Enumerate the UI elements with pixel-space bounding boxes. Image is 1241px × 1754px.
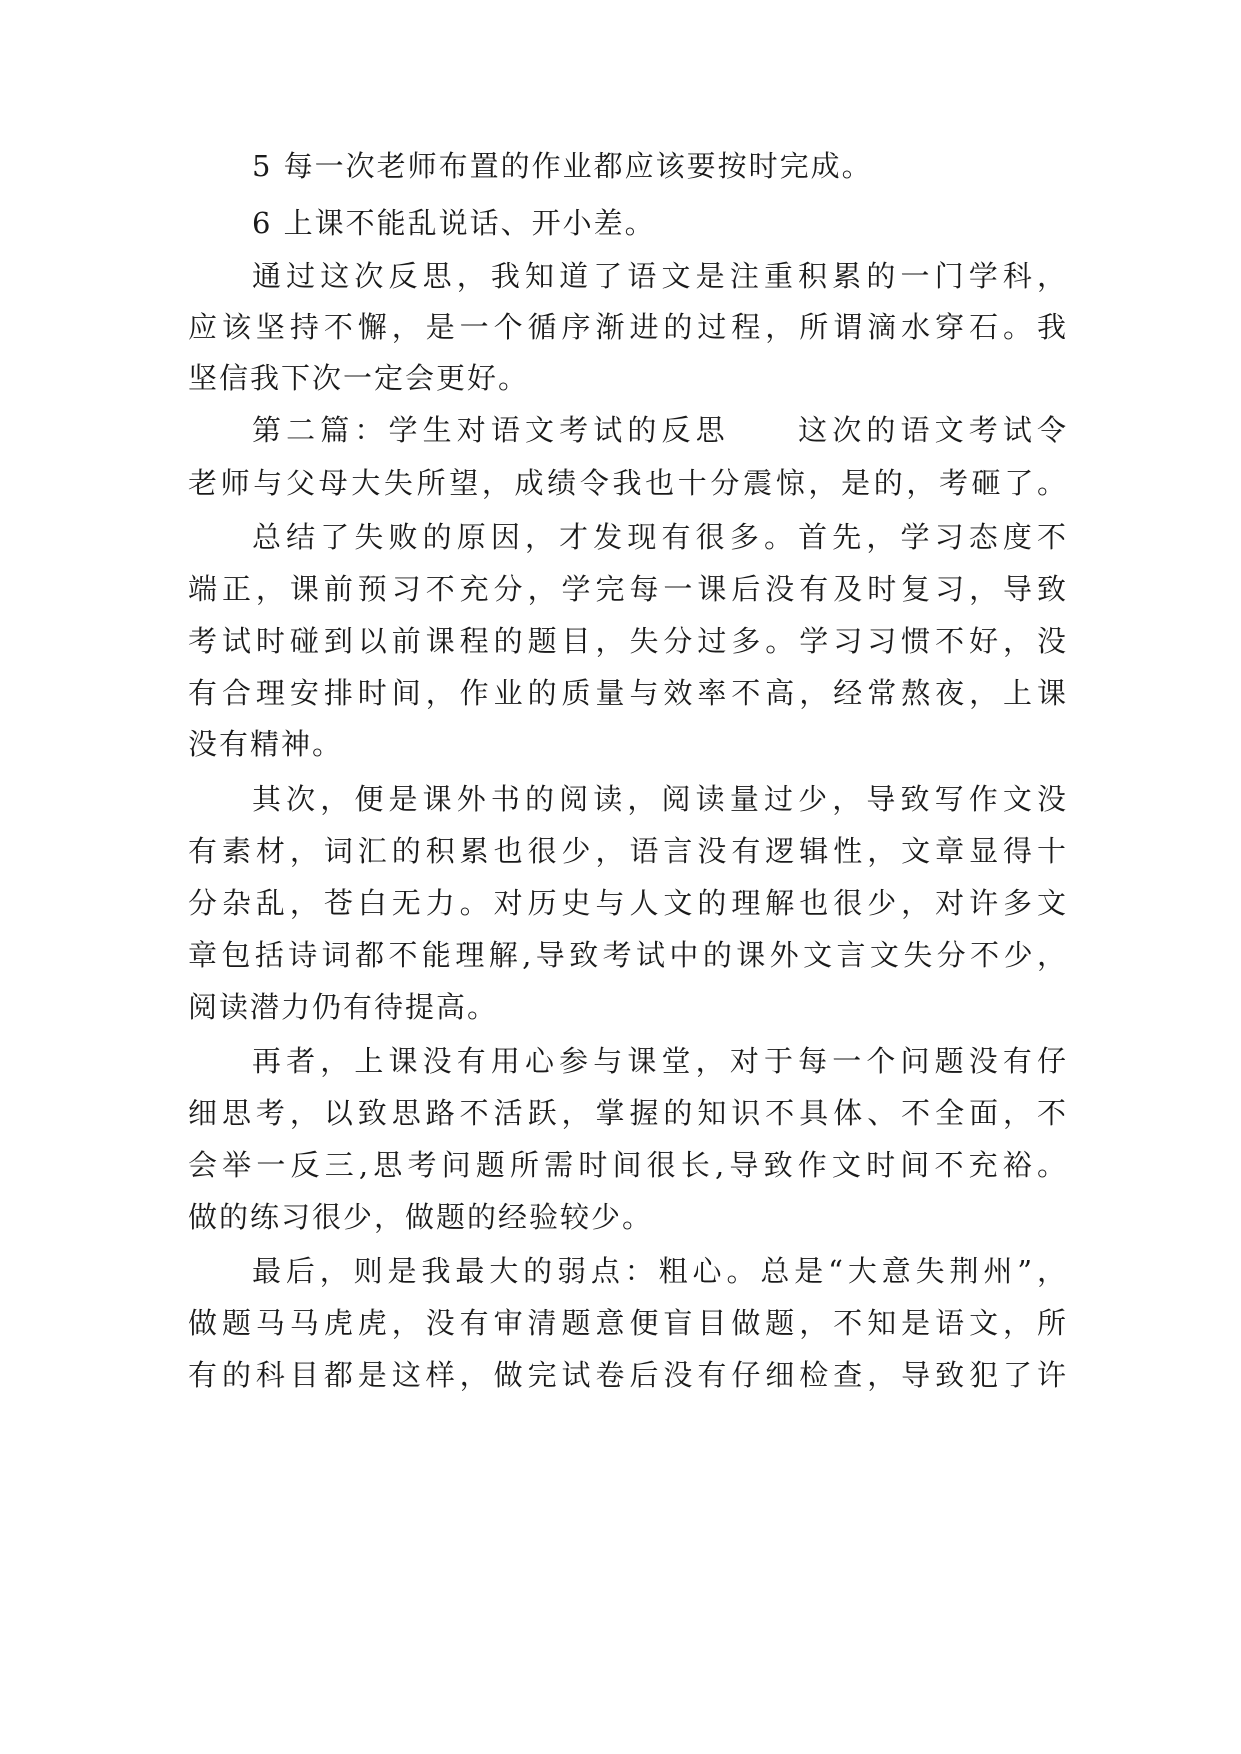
- text-line: 5 每一次老师布置的作业都应该要按时完成。: [252, 149, 873, 183]
- paragraph-line: 通过这次反思，我知道了语文是注重积累的一门学科，: [252, 259, 1068, 293]
- paragraph-line: 考试时碰到以前课程的题目，失分过多。学习习惯不好，没: [188, 624, 1068, 658]
- paragraph-line: 老师与父母大失所望，成绩令我也十分震惊，是的，考砸了。: [188, 466, 1068, 500]
- paragraph-line: 阅读潜力仍有待提高。: [188, 990, 499, 1024]
- paragraph-line: 应该坚持不懈，是一个循序渐进的过程，所谓滴水穿石。我: [188, 310, 1068, 344]
- paragraph-line: 章包括诗词都不能理解,导致考试中的课外文言文失分不少，: [188, 938, 1068, 972]
- paragraph-line: 其次，便是课外书的阅读，阅读量过少，导致写作文没: [252, 782, 1068, 816]
- text-line: 6 上课不能乱说话、开小差。: [252, 206, 656, 240]
- paragraph-line: 没有精神。: [188, 727, 344, 761]
- paragraph-line: 细思考，以致思路不活跃，掌握的知识不具体、不全面，不: [188, 1096, 1068, 1130]
- paragraph-line: 端正，课前预习不充分，学完每一课后没有及时复习，导致: [188, 572, 1068, 606]
- paragraph-line: 分杂乱，苍白无力。对历史与人文的理解也很少，对许多文: [188, 886, 1068, 920]
- paragraph-line: 总结了失败的原因，才发现有很多。首先，学习态度不: [252, 520, 1068, 554]
- paragraph-line: 做题马马虎虎，没有审清题意便盲目做题，不知是语文，所: [188, 1306, 1068, 1340]
- paragraph-line: 有合理安排时间，作业的质量与效率不高，经常熬夜，上课: [188, 676, 1068, 710]
- paragraph-line: 坚信我下次一定会更好。: [188, 361, 530, 395]
- section-heading-line: 第二篇：学生对语文考试的反思 这次的语文考试令: [252, 413, 1068, 447]
- paragraph-line: 有素材，词汇的积累也很少，语言没有逻辑性，文章显得十: [188, 834, 1068, 868]
- paragraph-line: 最后，则是我最大的弱点：粗心。总是“大意失荆州”，: [252, 1254, 1068, 1288]
- paragraph-line: 会举一反三,思考问题所需时间很长,导致作文时间不充裕。: [188, 1148, 1068, 1182]
- paragraph-line: 做的练习很少，做题的经验较少。: [188, 1200, 654, 1234]
- paragraph-line: 有的科目都是这样，做完试卷后没有仔细检查，导致犯了许: [188, 1358, 1068, 1392]
- paragraph-line: 再者，上课没有用心参与课堂，对于每一个问题没有仔: [252, 1044, 1068, 1078]
